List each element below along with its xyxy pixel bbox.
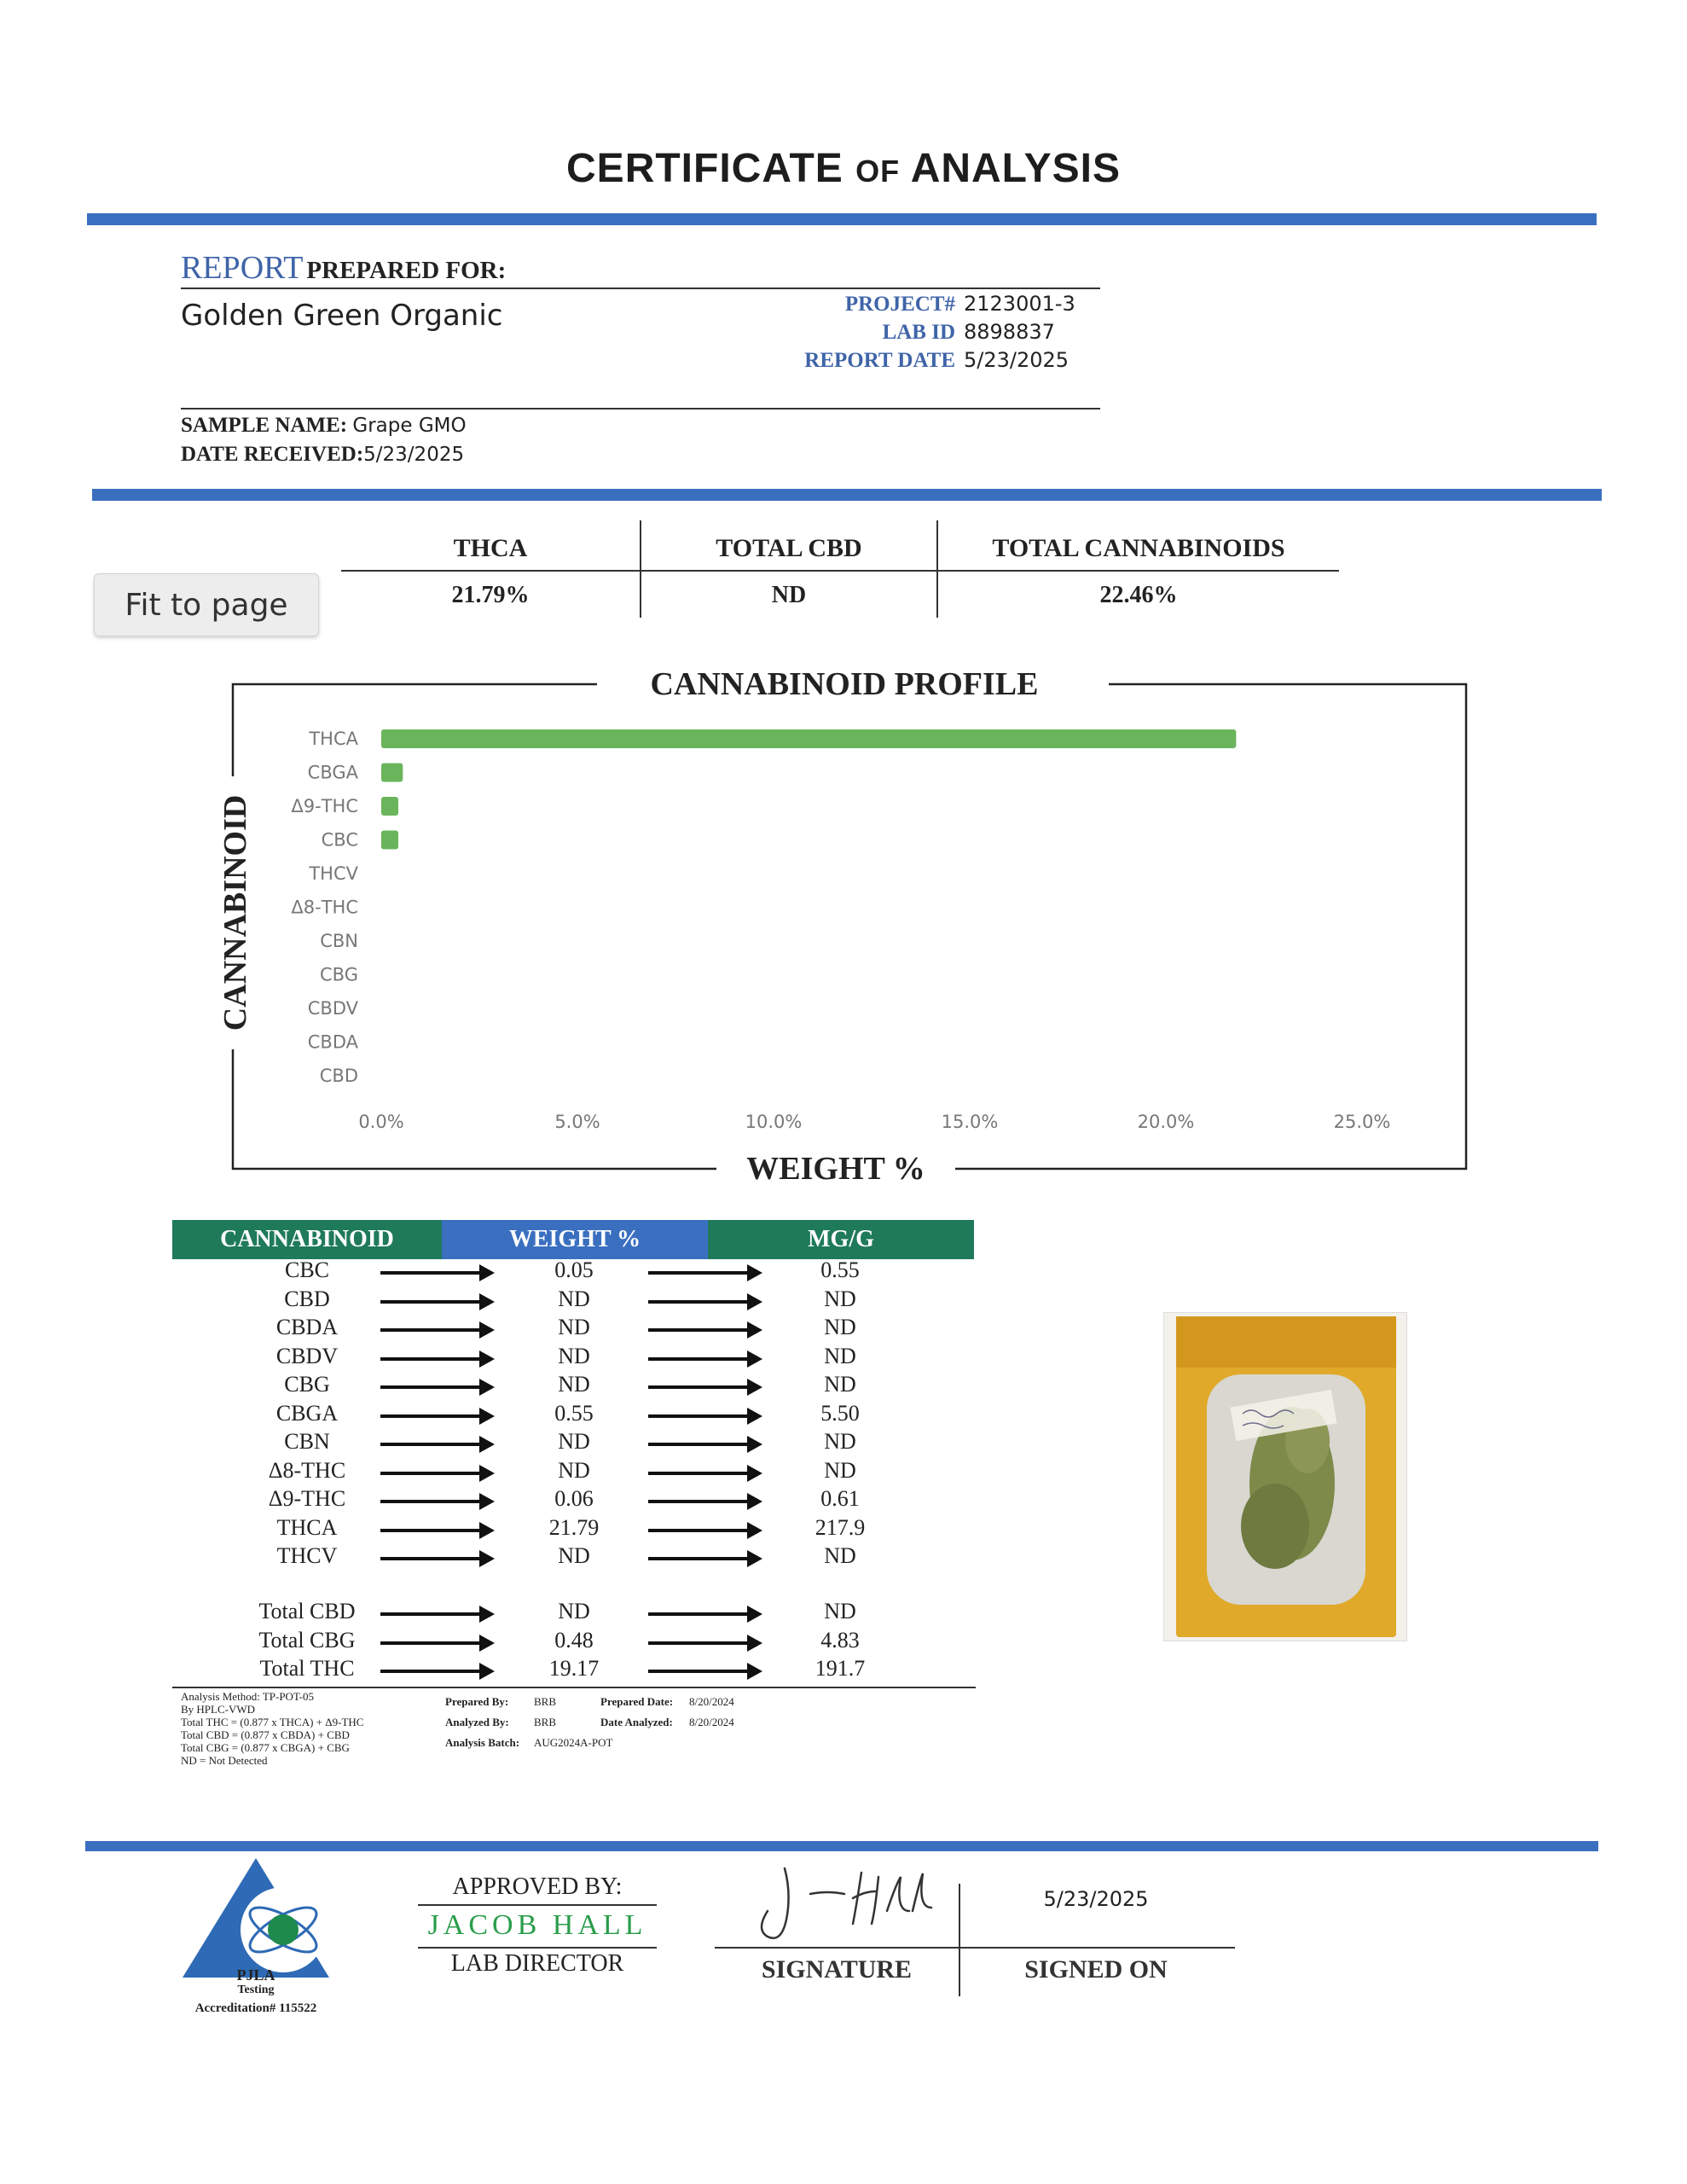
chart-category-label: CBDA [307,1031,358,1053]
note-instrument: By HPLC-VWD [181,1703,256,1716]
handwritten-signature [751,1860,938,1954]
document-title [0,145,1687,192]
note-method: Analysis Method: TP-POT-05 [181,1690,315,1703]
table-bottom-rule [172,1687,976,1688]
table-cell-mgg: ND [824,1543,856,1568]
table-cell-weight: ND [558,1457,590,1483]
chart-category-label: CBN [320,931,358,951]
cannabinoid-profile-chart [217,657,1475,1194]
logo-caption [171,1967,341,1998]
arrow-icon [380,1612,491,1616]
arrow-icon [380,1414,491,1418]
chart-x-axis-label: WEIGHT % [746,1151,925,1187]
date-analyzed-label: Date Analyzed: [600,1716,673,1728]
chart-bar [381,831,398,850]
chart-category-label: THCA [309,729,358,749]
table-cell-weight: 0.06 [554,1486,594,1511]
arrow-icon [648,1414,759,1418]
chart-category-label: THCV [309,863,358,884]
lab-id-label: LAB ID [882,321,955,344]
arrow-icon [648,1472,759,1475]
approver-bottom-rule [418,1947,657,1949]
chart-tick-label: 0.0% [358,1112,404,1132]
arrow-icon [648,1500,759,1503]
table-cell-weight: 21.79 [548,1514,600,1540]
summary-total-label: TOTAL CANNABINOIDS [992,534,1285,562]
table-cell-mgg: 191.7 [815,1656,866,1681]
table-cell-mgg: 217.9 [815,1514,866,1540]
footer-blue-divider [85,1841,1598,1851]
table-cell-cannabinoid: CBGA [275,1400,339,1426]
report-word: REPORT [181,250,304,286]
arrow-icon [380,1385,491,1389]
table-header-weight: WEIGHT % [442,1220,708,1259]
logo-nucleus [268,1914,299,1945]
signature-separator [959,1884,960,1996]
project-number: 2123001-3 [964,292,1075,316]
analysis-batch-label: Analysis Batch: [445,1736,520,1749]
table-cell-cannabinoid: CBDA [275,1315,339,1339]
table-cell-mgg: ND [824,1599,856,1623]
table-cell-mgg: ND [824,1315,856,1339]
chart-tick-label: 20.0% [1137,1112,1195,1132]
report-meta-labels [751,290,955,375]
arrow-icon [380,1443,491,1446]
chart-category-label: Δ8-THC [291,897,358,918]
table-header-mgg: MG/G [708,1220,974,1259]
chart-bar [381,797,398,816]
accreditation-number: Accreditation# 115522 [194,2001,317,2015]
date-info-labels [600,1692,673,1733]
report-date: 5/23/2025 [964,348,1070,372]
table-cell-cannabinoid: THCV [276,1543,338,1568]
table-cell-mgg: ND [824,1429,856,1454]
table-cell-weight: ND [558,1543,590,1568]
analysis-method-notes [181,1690,363,1767]
signature-rule [715,1947,1235,1949]
client-name: Golden Green Organic [181,299,503,333]
prepared-by-label: Prepared By: [445,1695,509,1708]
prep-info-labels [445,1692,519,1753]
table-cell-weight: 0.48 [554,1627,594,1653]
arrow-icon [648,1641,759,1645]
table-cell-mgg: ND [824,1343,856,1368]
prepared-date-label: Prepared Date: [600,1695,674,1708]
report-meta-values [964,290,1075,375]
signature-strokes [762,1868,931,1938]
chart-title: CANNABINOID PROFILE [650,666,1039,702]
table-cell-cannabinoid: THCA [276,1514,338,1540]
arrow-icon [648,1443,759,1446]
table-cell-mgg: 0.55 [820,1258,860,1282]
table-cell-weight: 0.05 [554,1258,594,1282]
summary-thca-value: 21.79% [451,582,530,608]
table-cell-cannabinoid: Δ9-THC [268,1486,346,1511]
signature-label: SIGNATURE [761,1955,913,1984]
chart-tick-label: 15.0% [941,1112,999,1132]
arrow-icon [648,1670,759,1673]
arrow-icon [380,1670,491,1673]
arrow-icon [648,1557,759,1560]
note-nd: ND = Not Detected [181,1754,268,1767]
table-cell-weight: ND [558,1429,590,1454]
approved-by-label: APPROVED BY: [452,1873,623,1900]
chart-category-label: CBC [321,829,358,851]
approver-role: LAB DIRECTOR [450,1950,624,1977]
arrow-icon [648,1300,759,1304]
report-date-label: REPORT DATE [804,349,955,372]
analysis-batch: AUG2024A-POT [534,1736,613,1749]
table-cell-weight: ND [558,1343,590,1368]
arrow-icon [648,1328,759,1332]
approver-top-rule [418,1904,657,1906]
arrow-icon [380,1271,491,1275]
chart-bar [381,729,1236,748]
chart-tick-label: 25.0% [1333,1112,1391,1132]
chart-category-label: CBDV [307,998,358,1019]
sample-info [181,411,467,469]
table-cell-weight: ND [558,1599,590,1623]
table-cell-cannabinoid: Total CBD [258,1599,356,1623]
summary-thca-label: THCA [453,534,528,562]
logo-name: PJLA [236,1966,275,1984]
chart-category-label: CBGA [307,762,358,783]
bag-zipper [1176,1316,1396,1368]
table-cell-cannabinoid: CBN [284,1429,330,1454]
logo-subtitle: Testing [237,1984,275,1996]
table-cell-weight: 19.17 [548,1656,600,1681]
table-cell-cannabinoid: Total THC [259,1656,355,1681]
chart-tick-label: 5.0% [554,1112,600,1132]
arrow-icon [648,1529,759,1532]
arrow-icon [380,1357,491,1361]
analyzed-by-label: Analyzed By: [445,1716,509,1728]
table-cell-cannabinoid: CBD [284,1286,330,1311]
chart-frame [233,684,1466,1169]
date-received-label: DATE RECEIVED: [181,443,364,466]
arrow-icon [648,1271,759,1275]
table-cell-cannabinoid: Total CBG [258,1627,356,1653]
chart-category-label: CBD [319,1066,358,1086]
summary-total-value: 22.46% [1099,582,1178,608]
table-cell-mgg: 0.61 [820,1486,860,1511]
chart-bar [381,764,403,782]
date-received: 5/23/2025 [363,444,465,466]
title-word-analysis: ANALYSIS [910,146,1121,191]
sample-divider [181,408,1100,410]
table-cell-cannabinoid: CBC [284,1258,330,1282]
project-label: PROJECT# [844,293,955,316]
table-cell-cannabinoid: CBDV [275,1343,339,1368]
prepared-for-label: PREPARED FOR: [306,257,507,284]
table-cell-weight: ND [558,1286,590,1311]
summary-cbd-value: ND [771,582,807,608]
summary-divider [341,570,1339,572]
table-cell-cannabinoid: CBG [284,1372,330,1397]
approver-name: JACOB HALL [427,1909,647,1941]
top-blue-divider [87,213,1597,225]
lab-id: 8898837 [964,320,1055,344]
middle-blue-divider [92,489,1602,501]
table-header-cannabinoid: CANNABINOID [172,1220,442,1259]
date-analyzed: 8/20/2024 [689,1716,734,1728]
prepared-date: 8/20/2024 [689,1695,734,1708]
table-cell-mgg: ND [824,1457,856,1483]
note-total-cbd: Total CBD = (0.877 x CBDA) + CBD [181,1728,350,1741]
table-cell-mgg: ND [824,1372,856,1397]
arrow-icon [380,1529,491,1532]
chart-category-label: CBG [320,964,358,985]
title-word-of: OF [855,154,901,189]
arrow-icon [380,1557,491,1560]
sample-name-label: SAMPLE NAME: [181,414,348,437]
chart-category-label: Δ9-THC [291,796,358,816]
table-cell-mgg: ND [824,1286,856,1311]
chart-y-axis-label: CANNABINOID [217,794,253,1031]
arrow-icon [380,1300,491,1304]
signed-date: 5/23/2025 [1043,1887,1149,1911]
sample-bag-image [1164,1313,1406,1641]
title-word-certificate: CERTIFICATE [566,146,844,191]
table-cell-weight: ND [558,1372,590,1397]
table-cell-cannabinoid: Δ8-THC [268,1457,346,1483]
report-prepared-heading [181,249,506,287]
flower-bud-lower [1241,1484,1309,1569]
chart-tick-label: 10.0% [745,1112,803,1132]
table-cell-mgg: 4.83 [820,1627,860,1653]
arrow-icon [380,1500,491,1503]
signed-on-label: SIGNED ON [1024,1955,1168,1984]
report-underline [181,288,1100,289]
summary-cbd-label: TOTAL CBD [716,534,862,562]
sample-photo [1163,1312,1407,1641]
sample-name: Grape GMO [352,415,467,437]
arrow-icon [380,1328,491,1332]
fit-to-page-button[interactable]: Fit to page [94,573,319,636]
date-info-values [689,1692,734,1733]
arrow-icon [648,1357,759,1361]
note-total-cbg: Total CBG = (0.877 x CBGA) + CBG [181,1741,350,1754]
analyzed-by: BRB [534,1716,557,1728]
table-cell-mgg: 5.50 [820,1400,860,1426]
arrow-icon [380,1641,491,1645]
arrow-icon [648,1385,759,1389]
note-total-thc: Total THC = (0.877 x THCA) + Δ9-THC [181,1716,364,1728]
table-cell-weight: ND [558,1315,590,1339]
table-cell-weight: 0.55 [554,1400,594,1426]
prepared-by: BRB [534,1695,557,1708]
arrow-icon [648,1612,759,1616]
arrow-icon [380,1472,491,1475]
